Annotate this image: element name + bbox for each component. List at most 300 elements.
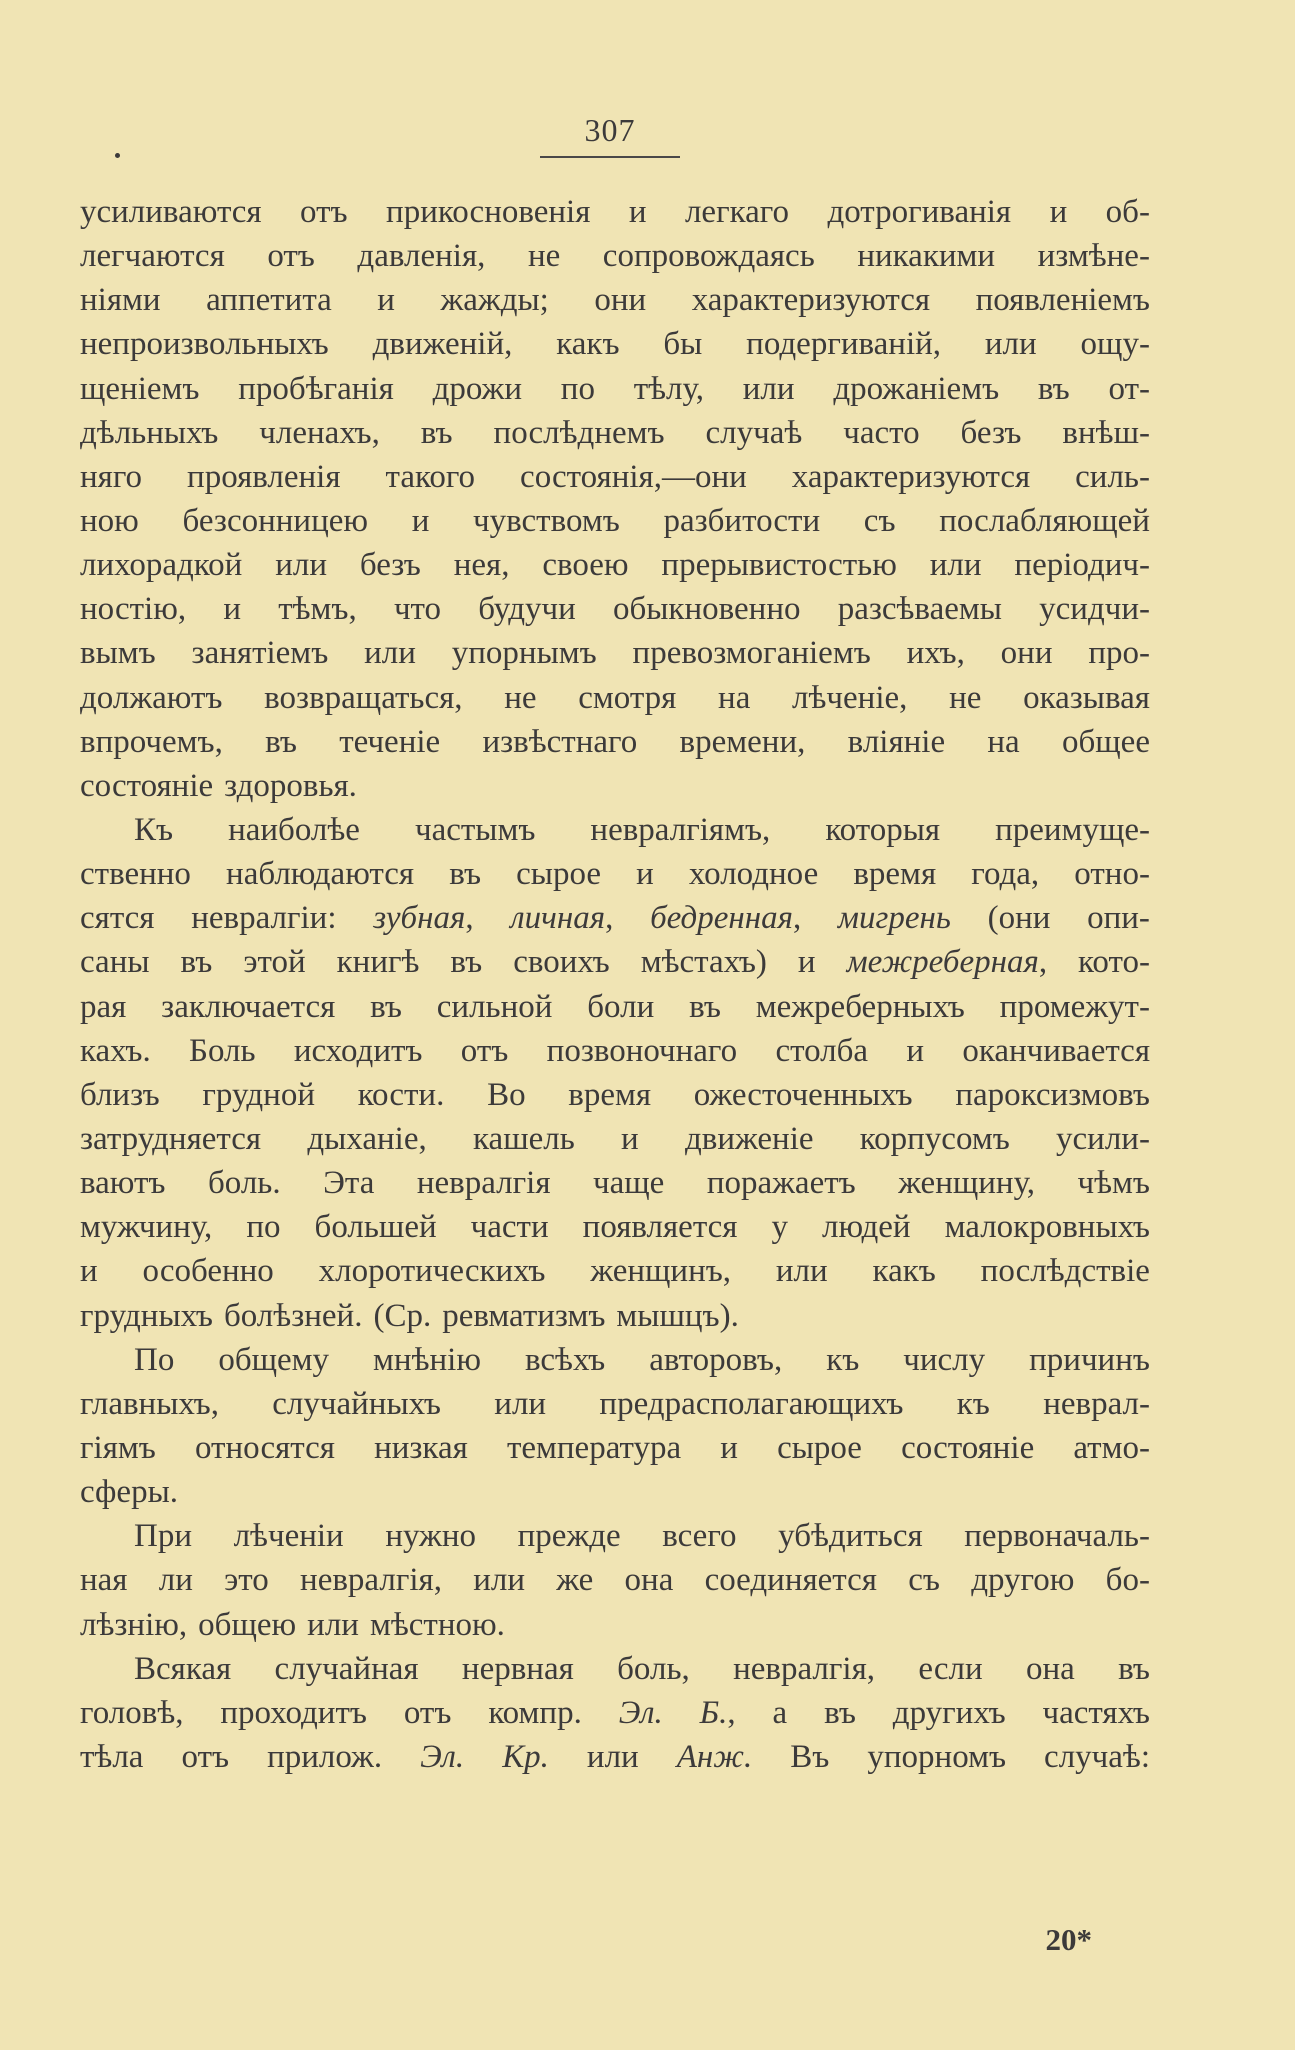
word: давленія, bbox=[357, 238, 486, 275]
word: тѣлу, bbox=[633, 370, 704, 407]
italic-word: личная bbox=[510, 900, 606, 937]
word: авторовъ, bbox=[649, 1341, 783, 1378]
text-line bbox=[80, 1514, 1150, 1558]
word: сопровождаясь bbox=[602, 238, 815, 275]
word: или bbox=[929, 547, 982, 584]
italic-word: Б. bbox=[699, 1694, 728, 1731]
word: близъ bbox=[80, 1076, 160, 1113]
word: движеній, bbox=[372, 326, 513, 363]
text-line bbox=[80, 1029, 1150, 1073]
word: состояніе bbox=[901, 1429, 1035, 1466]
text-line bbox=[80, 499, 1150, 543]
word: ная bbox=[80, 1562, 128, 1599]
word: и bbox=[628, 194, 647, 230]
word: время bbox=[853, 856, 937, 893]
word: предрасполагающихъ bbox=[599, 1385, 904, 1422]
word: межреберная, bbox=[846, 944, 1048, 981]
word: неврал- bbox=[1043, 1385, 1150, 1422]
word: гіямъ bbox=[80, 1429, 156, 1466]
word: времени, bbox=[679, 723, 806, 760]
word: и bbox=[377, 282, 395, 319]
word: лихорадкой bbox=[80, 547, 243, 584]
text-line bbox=[80, 852, 1150, 896]
word: и bbox=[621, 1120, 639, 1157]
word: жажды; bbox=[440, 282, 549, 319]
text-line bbox=[80, 631, 1150, 675]
text-line bbox=[80, 764, 1150, 808]
text-line bbox=[80, 1647, 1150, 1691]
word: послѣднемъ bbox=[493, 414, 665, 451]
word: а bbox=[772, 1694, 788, 1731]
word: хлоротическихъ bbox=[318, 1253, 546, 1290]
word: обыкновенно bbox=[612, 591, 801, 628]
word: прерывистостью bbox=[661, 547, 897, 584]
word: частяхъ bbox=[1042, 1694, 1150, 1731]
word: сферы. bbox=[80, 1474, 179, 1511]
word: легкаго bbox=[684, 194, 789, 230]
word: ніями bbox=[80, 282, 161, 319]
word bbox=[838, 896, 951, 940]
word: дрожаніемъ bbox=[833, 370, 1000, 407]
text-line bbox=[80, 234, 1150, 278]
word: преимуще- bbox=[995, 811, 1150, 848]
margin-dot bbox=[115, 153, 120, 158]
word: ственно bbox=[80, 856, 191, 893]
word: Къ bbox=[134, 811, 174, 848]
word: людей bbox=[822, 1209, 911, 1246]
word: части bbox=[470, 1209, 549, 1246]
word: убѣдиться bbox=[778, 1518, 923, 1555]
word: низкая bbox=[374, 1429, 468, 1466]
word: отъ bbox=[267, 238, 315, 275]
word: внѣш- bbox=[1062, 414, 1150, 451]
text-line bbox=[80, 190, 1150, 234]
word: или bbox=[307, 1606, 359, 1643]
word: температура bbox=[506, 1429, 682, 1466]
word: случаѣ bbox=[705, 414, 803, 451]
word: мѣстною. bbox=[369, 1606, 505, 1643]
word: и bbox=[797, 944, 816, 981]
word: у bbox=[771, 1209, 789, 1246]
text-line bbox=[80, 1603, 1150, 1647]
word: никакими bbox=[857, 238, 996, 275]
word: появляется bbox=[582, 1209, 738, 1246]
word: поражаетъ bbox=[706, 1165, 856, 1202]
word: болѣзней. bbox=[223, 1297, 363, 1334]
word: ихъ, bbox=[906, 635, 965, 672]
word: наиболѣе bbox=[228, 811, 360, 848]
word: (они bbox=[987, 900, 1051, 937]
word: разсѣваемы bbox=[837, 591, 1002, 628]
text-line bbox=[80, 1161, 1150, 1205]
word: мѣстахъ) bbox=[640, 944, 767, 981]
word: случаѣ: bbox=[1044, 1738, 1150, 1775]
word: щеніемъ bbox=[80, 370, 200, 407]
word: въ bbox=[180, 944, 213, 981]
text-line bbox=[80, 808, 1150, 852]
word: характеризуются bbox=[691, 282, 931, 319]
body-text bbox=[80, 190, 1150, 1779]
text-line bbox=[80, 1294, 1150, 1338]
word: При bbox=[134, 1518, 192, 1555]
word: общее bbox=[1061, 723, 1150, 760]
word: должаютъ bbox=[80, 679, 223, 716]
word: Во bbox=[487, 1076, 526, 1113]
word: съ bbox=[908, 1562, 940, 1599]
word: измѣне- bbox=[1037, 238, 1150, 275]
word bbox=[502, 1735, 549, 1779]
word: или bbox=[984, 326, 1037, 363]
word: усиливаются bbox=[80, 194, 262, 230]
word: женщину, bbox=[898, 1165, 1036, 1202]
word: или bbox=[742, 370, 795, 407]
word: ваютъ bbox=[80, 1165, 166, 1202]
word: заключается bbox=[161, 988, 336, 1025]
word: въ bbox=[1118, 1650, 1150, 1687]
word: атмо- bbox=[1073, 1429, 1150, 1466]
word: членахъ, bbox=[259, 414, 380, 451]
word: кахъ. bbox=[80, 1032, 151, 1069]
text-line bbox=[80, 367, 1150, 411]
word bbox=[420, 1735, 464, 1779]
word: столба bbox=[775, 1032, 869, 1069]
text-line bbox=[80, 587, 1150, 631]
word: отно- bbox=[1074, 856, 1150, 893]
word: женщинъ, bbox=[590, 1253, 732, 1290]
word: первоначаль- bbox=[964, 1518, 1150, 1555]
word: упорномъ bbox=[867, 1738, 1007, 1775]
word: съ bbox=[863, 502, 896, 539]
word: или bbox=[364, 635, 416, 672]
word: чѣмъ bbox=[1077, 1165, 1150, 1202]
text-line bbox=[80, 720, 1150, 764]
word: другою bbox=[971, 1562, 1075, 1599]
word: малокровныхъ bbox=[944, 1209, 1150, 1246]
word: вымъ bbox=[80, 635, 156, 672]
word: кости. bbox=[357, 1076, 445, 1113]
word: ли bbox=[158, 1562, 193, 1599]
word: личная, bbox=[510, 900, 614, 937]
word: отъ bbox=[460, 1032, 509, 1069]
word: и bbox=[636, 856, 654, 893]
word: опи- bbox=[1087, 900, 1150, 937]
word: оканчивается bbox=[962, 1032, 1150, 1069]
text-line bbox=[80, 940, 1150, 984]
word: другихъ bbox=[892, 1694, 1006, 1731]
word: и bbox=[223, 591, 241, 628]
word: межреберныхъ bbox=[755, 988, 965, 1025]
word: своею bbox=[542, 547, 629, 584]
word: въ bbox=[824, 1694, 856, 1731]
word: смотря bbox=[578, 679, 677, 716]
word: въ bbox=[689, 988, 721, 1025]
word: въ bbox=[420, 414, 453, 451]
word: что bbox=[393, 591, 442, 628]
text-line bbox=[80, 1470, 1150, 1514]
word: и bbox=[1049, 194, 1068, 230]
word: наблюдаются bbox=[226, 856, 415, 893]
word: которыя bbox=[825, 811, 941, 848]
word: исходитъ bbox=[293, 1032, 423, 1069]
word: частымъ bbox=[414, 811, 536, 848]
word: безсонницею bbox=[182, 502, 369, 539]
word: тѣмъ, bbox=[278, 591, 357, 628]
word: прикосновенія bbox=[386, 194, 591, 230]
text-line bbox=[80, 985, 1150, 1029]
word: тѣла bbox=[80, 1738, 144, 1775]
word: книгѣ bbox=[336, 944, 420, 981]
word: прилож. bbox=[267, 1738, 383, 1775]
word: рая bbox=[80, 988, 127, 1025]
word: или bbox=[775, 1253, 828, 1290]
word: позвоночнаго bbox=[546, 1032, 738, 1069]
word: возвращаться, bbox=[264, 679, 463, 716]
word: чаще bbox=[593, 1165, 665, 1202]
word: если bbox=[918, 1650, 983, 1687]
word: безъ bbox=[359, 547, 421, 584]
word: въ bbox=[449, 856, 482, 893]
word: по bbox=[560, 370, 595, 407]
word: отъ bbox=[181, 1738, 230, 1775]
word: занятіемъ bbox=[191, 635, 329, 672]
word: извѣстнаго bbox=[482, 723, 638, 760]
italic-word: зубная bbox=[373, 900, 466, 937]
word: ностію, bbox=[80, 591, 187, 628]
word: этой bbox=[243, 944, 306, 981]
italic-word: бедренная bbox=[650, 900, 793, 937]
word: Эта bbox=[323, 1165, 375, 1202]
word: въ bbox=[265, 723, 297, 760]
word: ожесточенныхъ bbox=[693, 1076, 913, 1113]
word: состоянія,—они bbox=[520, 458, 747, 495]
word: проходитъ bbox=[220, 1694, 367, 1731]
word: невралгія bbox=[416, 1165, 551, 1202]
word: лѣченіи bbox=[233, 1518, 344, 1555]
text-line bbox=[80, 543, 1150, 587]
word: и bbox=[411, 502, 430, 539]
word: случайныхъ bbox=[272, 1385, 441, 1422]
word bbox=[677, 1735, 752, 1779]
word: сильной bbox=[436, 988, 553, 1025]
word: къ bbox=[826, 1341, 860, 1378]
word: нервная bbox=[461, 1650, 574, 1687]
word: дѣльныхъ bbox=[80, 414, 219, 451]
word: кашель bbox=[473, 1120, 575, 1157]
text-line bbox=[80, 1735, 1150, 1779]
word: боль. bbox=[207, 1165, 281, 1202]
word: нужно bbox=[385, 1518, 476, 1555]
word: по bbox=[246, 1209, 281, 1246]
word: мужчину, bbox=[80, 1209, 213, 1246]
word: въ bbox=[1037, 370, 1070, 407]
word: здоровья. bbox=[224, 767, 357, 804]
word: зубная, bbox=[373, 900, 474, 937]
word: ревматизмъ bbox=[442, 1297, 606, 1334]
word: сятся bbox=[80, 900, 155, 937]
word: характеризуются bbox=[791, 458, 1031, 495]
text-line bbox=[80, 1073, 1150, 1117]
italic-word: Эл. bbox=[420, 1738, 465, 1775]
italic-word: межреберная bbox=[846, 944, 1039, 981]
word: своихъ bbox=[513, 944, 610, 981]
word: легчаются bbox=[80, 238, 225, 275]
word: на bbox=[987, 723, 1020, 760]
word: большей bbox=[314, 1209, 437, 1246]
word: боли bbox=[587, 988, 655, 1025]
word: дрожи bbox=[432, 370, 523, 407]
word: движеніе bbox=[684, 1120, 814, 1157]
word: нея, bbox=[453, 547, 510, 584]
text-line bbox=[80, 455, 1150, 499]
word: пароксизмовъ bbox=[955, 1076, 1150, 1113]
word: они bbox=[594, 282, 647, 319]
text-line bbox=[80, 1558, 1150, 1602]
word: чувствомъ bbox=[473, 502, 620, 539]
word: сырое bbox=[777, 1429, 862, 1466]
word: главныхъ, bbox=[80, 1385, 219, 1422]
word: періодич- bbox=[1014, 547, 1150, 584]
word: же bbox=[556, 1562, 594, 1599]
word: боль, bbox=[617, 1650, 690, 1687]
word: и bbox=[80, 1253, 98, 1290]
text-line bbox=[80, 1426, 1150, 1470]
word: Боль bbox=[189, 1032, 256, 1069]
word: головѣ, bbox=[80, 1694, 184, 1731]
word: такого bbox=[385, 458, 476, 495]
word: не bbox=[504, 679, 537, 716]
word: промежут- bbox=[999, 988, 1150, 1025]
word: особенно bbox=[142, 1253, 274, 1290]
word: непроизвольныхъ bbox=[80, 326, 329, 363]
text-line bbox=[80, 896, 1150, 940]
word: это bbox=[224, 1562, 269, 1599]
word: няго bbox=[80, 458, 143, 495]
word: соединяется bbox=[704, 1562, 877, 1599]
italic-word: мигрень bbox=[837, 900, 951, 937]
word: подергиваній, bbox=[746, 326, 942, 363]
italic-word: Кр. bbox=[502, 1738, 549, 1775]
text-line bbox=[80, 1382, 1150, 1426]
word: впрочемъ, bbox=[80, 723, 223, 760]
word: безъ bbox=[960, 414, 1022, 451]
word: прежде bbox=[517, 1518, 621, 1555]
word: сырое bbox=[516, 856, 601, 893]
word: всего bbox=[662, 1518, 737, 1555]
word: про- bbox=[1088, 635, 1150, 672]
text-line bbox=[80, 1249, 1150, 1293]
word: общему bbox=[218, 1341, 330, 1378]
word bbox=[619, 1691, 663, 1735]
word: она bbox=[624, 1562, 674, 1599]
word: отъ bbox=[403, 1694, 452, 1731]
word: какъ bbox=[556, 326, 620, 363]
word: и bbox=[906, 1032, 925, 1069]
word: они bbox=[1000, 635, 1053, 672]
word: къ bbox=[956, 1385, 990, 1422]
word: какъ bbox=[872, 1253, 936, 1290]
word: дотрогиванія bbox=[827, 194, 1012, 230]
word: дыханіе, bbox=[307, 1120, 427, 1157]
signature-mark: 20* bbox=[1045, 1922, 1092, 1957]
text-line bbox=[80, 278, 1150, 322]
word: усидчи- bbox=[1039, 591, 1150, 628]
word: относятся bbox=[194, 1429, 335, 1466]
word: бедренная, bbox=[650, 900, 802, 937]
italic-word: Эл. bbox=[618, 1694, 663, 1731]
word: мнѣнію bbox=[373, 1341, 481, 1378]
word: Въ bbox=[790, 1738, 830, 1775]
text-line bbox=[80, 1691, 1150, 1735]
word: или bbox=[275, 547, 327, 584]
word: послабляющей bbox=[939, 502, 1150, 539]
word: холодное bbox=[688, 856, 819, 893]
word: невралгіи: bbox=[191, 900, 337, 937]
word: грудныхъ bbox=[80, 1297, 213, 1334]
word: компр. bbox=[488, 1694, 582, 1731]
word: года, bbox=[971, 856, 1040, 893]
word: въ bbox=[450, 944, 483, 981]
word: По bbox=[134, 1341, 175, 1378]
page-number: 307 bbox=[584, 112, 636, 148]
word: состояніе bbox=[80, 767, 214, 804]
word: или bbox=[586, 1738, 639, 1775]
word: упорнымъ bbox=[451, 635, 597, 672]
word: аппетита bbox=[206, 282, 332, 319]
word: вліяніе bbox=[847, 723, 946, 760]
word: всѣхъ bbox=[524, 1341, 606, 1378]
word: об- bbox=[1105, 194, 1150, 230]
word: числу bbox=[903, 1341, 986, 1378]
word: послѣдствіе bbox=[980, 1253, 1150, 1290]
word: ощу- bbox=[1080, 326, 1150, 363]
word: проявленія bbox=[187, 458, 341, 495]
word: случайная bbox=[274, 1650, 419, 1687]
word: затрудняется bbox=[80, 1120, 262, 1157]
word: теченіе bbox=[339, 723, 441, 760]
word: отъ bbox=[300, 194, 348, 230]
word: разбитости bbox=[663, 502, 821, 539]
word: кото- bbox=[1078, 944, 1150, 981]
word: невралгія, bbox=[300, 1562, 442, 1599]
word: лѣченіе, bbox=[792, 679, 908, 716]
word: причинъ bbox=[1029, 1341, 1150, 1378]
word: на bbox=[718, 679, 751, 716]
text-line bbox=[80, 1117, 1150, 1161]
word: невралгіямъ, bbox=[590, 811, 771, 848]
word: не bbox=[527, 238, 561, 275]
word: саны bbox=[80, 944, 150, 981]
word: от- bbox=[1108, 370, 1150, 407]
word: бо- bbox=[1105, 1562, 1150, 1599]
page-number-rule bbox=[540, 156, 680, 158]
word: она bbox=[1025, 1650, 1075, 1687]
word: корпусомъ bbox=[859, 1120, 1010, 1157]
word: (Ср. bbox=[373, 1297, 432, 1334]
word: пробѣганія bbox=[238, 370, 394, 407]
word: лѣзнію, bbox=[80, 1606, 188, 1643]
italic-word: Анж. bbox=[676, 1738, 753, 1775]
word: и bbox=[720, 1429, 738, 1466]
word: не bbox=[949, 679, 982, 716]
word: Всякая bbox=[134, 1650, 232, 1687]
word: мышцъ). bbox=[616, 1297, 739, 1334]
word: или bbox=[494, 1385, 547, 1422]
word: общею bbox=[198, 1606, 297, 1643]
word: появленіемъ bbox=[975, 282, 1150, 319]
word: силь- bbox=[1075, 458, 1150, 495]
word: ною bbox=[80, 502, 139, 539]
text-line bbox=[80, 322, 1150, 366]
